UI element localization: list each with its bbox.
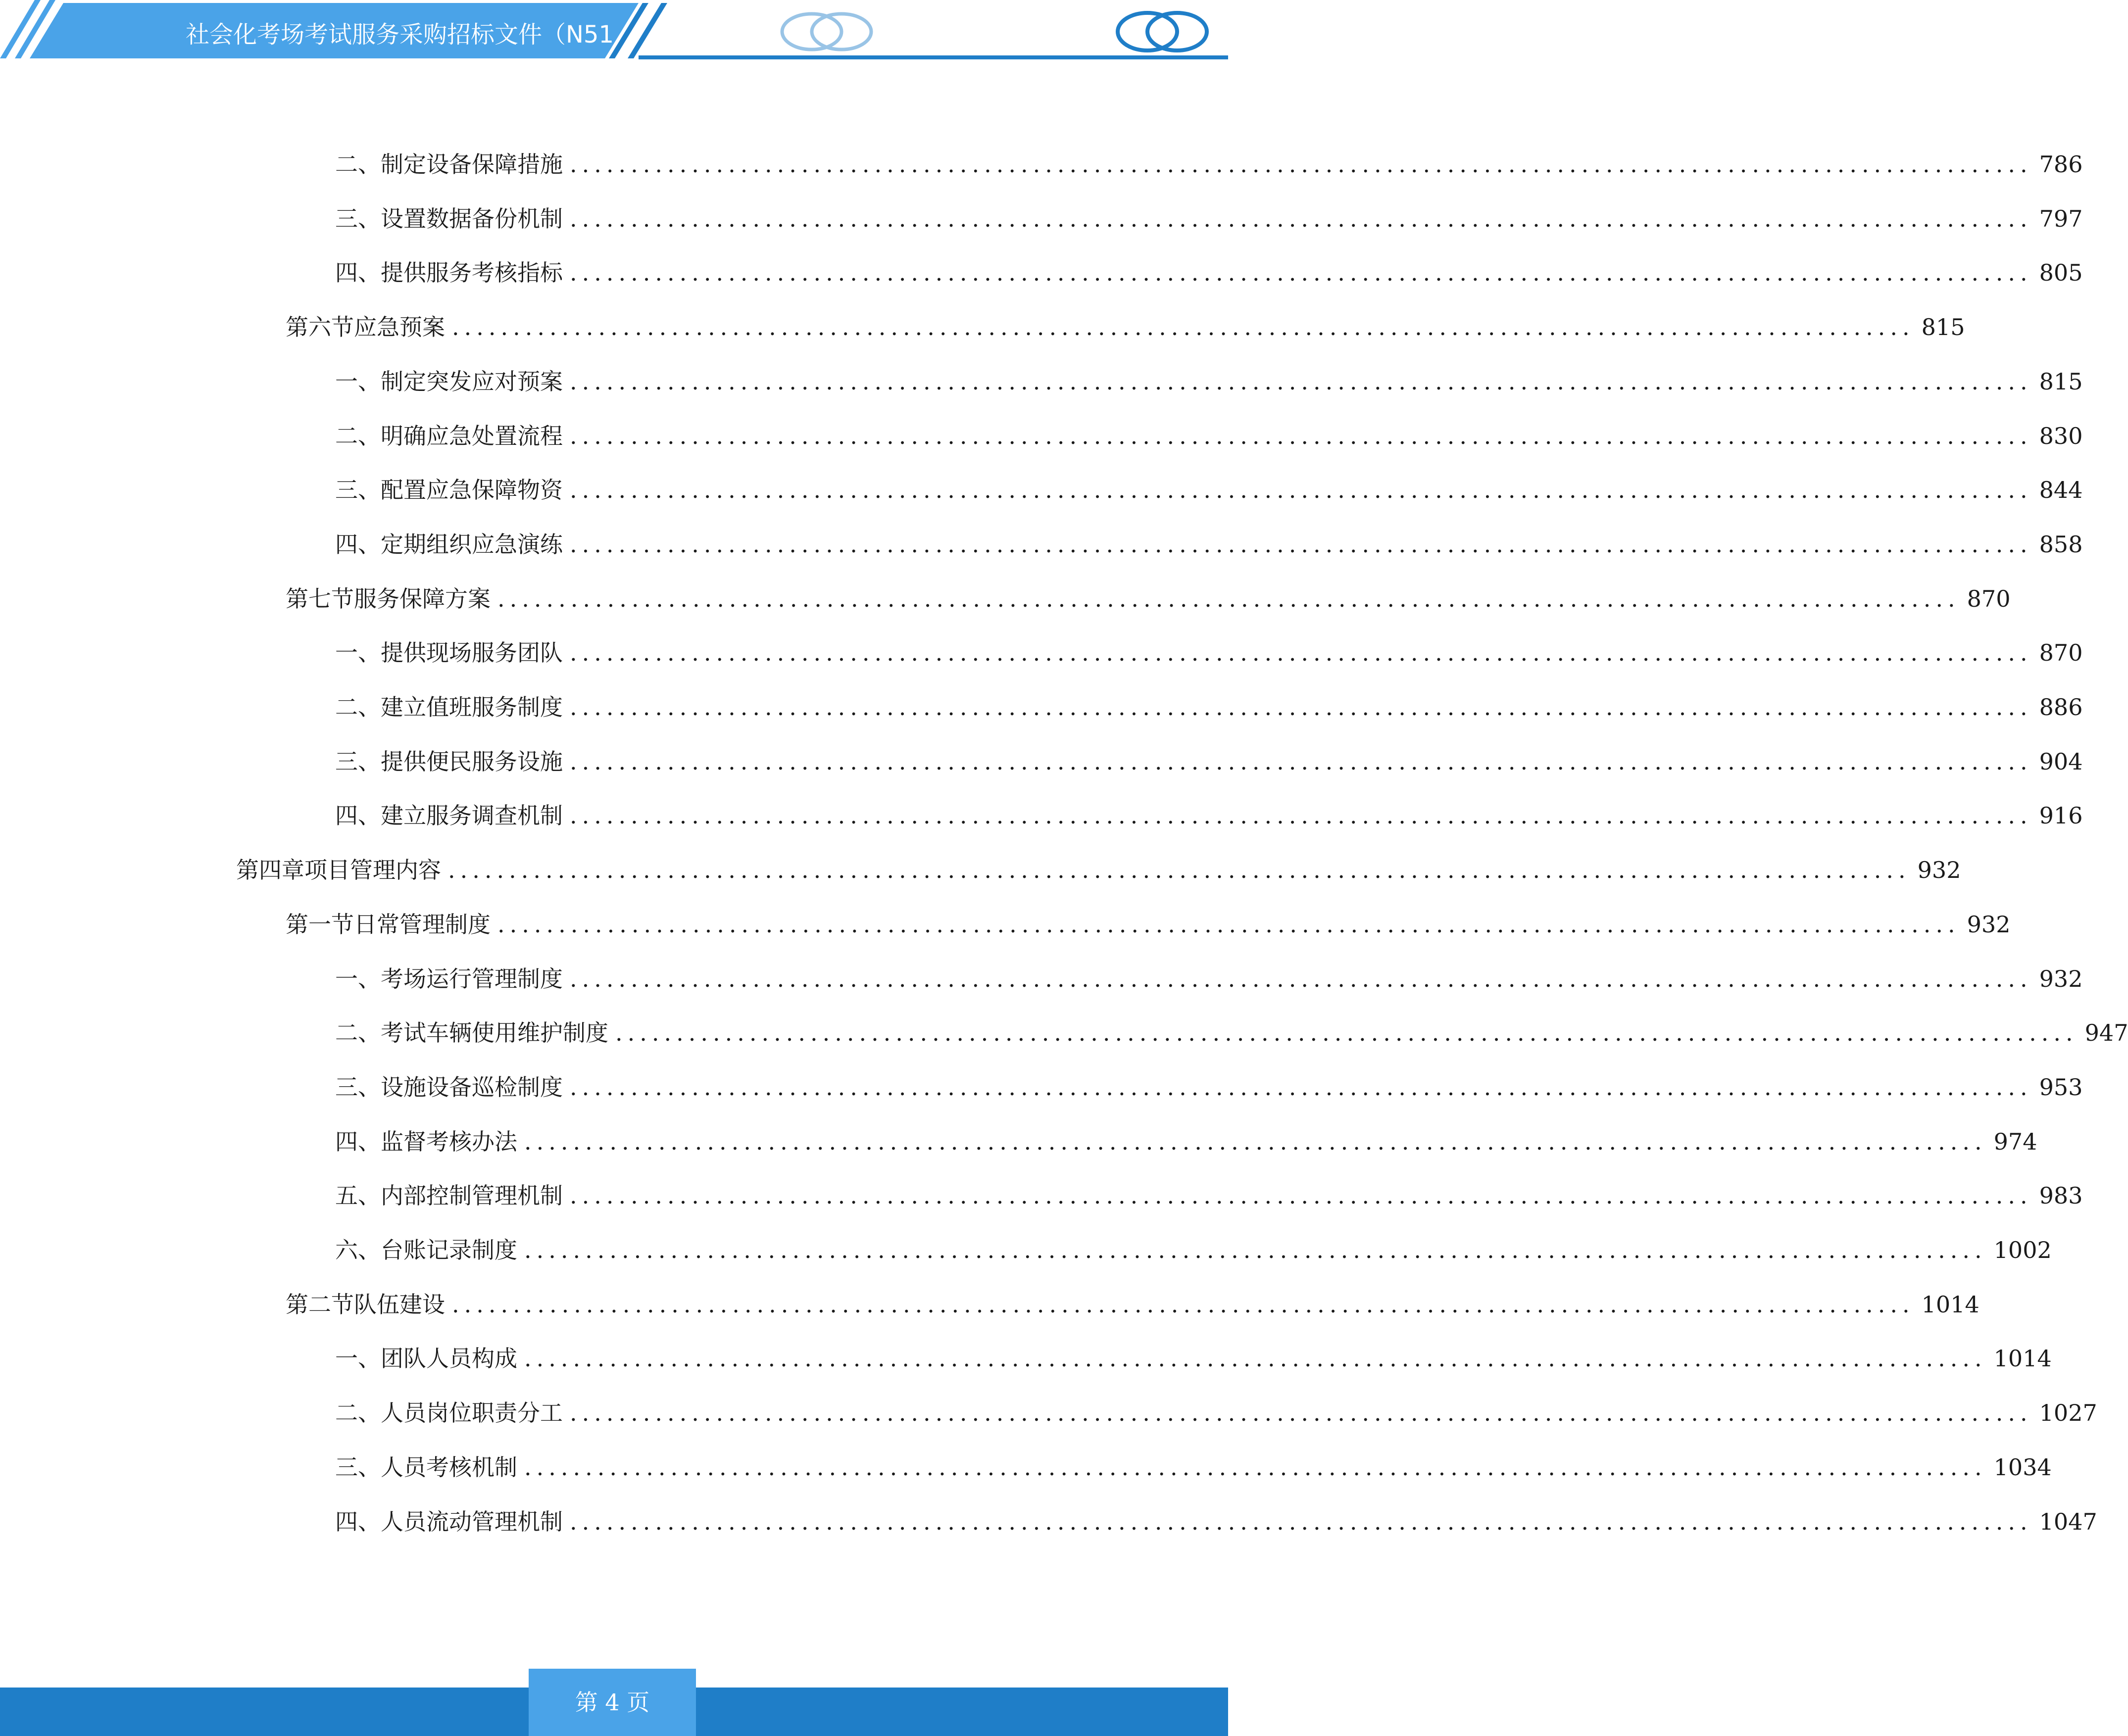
toc-entry-label: 定期组织应急演练 bbox=[381, 531, 563, 558]
toc-entry[interactable] bbox=[335, 1176, 2083, 1215]
toc-entry[interactable] bbox=[335, 470, 2083, 510]
toc-entry[interactable] bbox=[335, 416, 2083, 456]
toc-leader-dots: ........................................................................................................................ bbox=[570, 477, 2032, 503]
toc-leader-dots: ........................................................................................................................ bbox=[570, 259, 2032, 286]
toc-leader-dots: ........................................................................................................................ bbox=[570, 802, 2032, 829]
toc-leader-dots: ........................................................................................................................ bbox=[615, 1019, 2078, 1046]
toc-entry[interactable] bbox=[335, 253, 2083, 292]
toc-entry[interactable] bbox=[286, 905, 2011, 944]
toc-entry-label: 明确应急处置流程 bbox=[381, 423, 563, 449]
toc-entry[interactable] bbox=[286, 1285, 1980, 1324]
document-title: 社会化考场考试服务采购招标文件（N51 bbox=[186, 21, 614, 48]
toc-entry[interactable] bbox=[335, 525, 2083, 564]
toc-entry-page: 870 bbox=[1967, 585, 2011, 612]
toc-leader-dots: ........................................................................................................................ bbox=[570, 639, 2032, 666]
toc-leader-dots: ........................................................................................................................ bbox=[570, 423, 2032, 449]
toc-entry-page: 1014 bbox=[1993, 1345, 2052, 1372]
toc-entry-number: 第一节 bbox=[286, 911, 354, 938]
toc-leader-dots: ........................................................................................................................ bbox=[570, 965, 2032, 992]
toc-entry-number: 第四章 bbox=[236, 857, 304, 883]
toc-entry-page: 870 bbox=[2039, 639, 2083, 666]
header-banner bbox=[0, 0, 1228, 64]
toc-entry[interactable] bbox=[335, 362, 2083, 401]
toc-entry-number: 四、 bbox=[335, 802, 381, 829]
toc-leader-dots: ........................................................................................................................ bbox=[570, 368, 2032, 395]
toc-entry-number: 六、 bbox=[335, 1237, 381, 1263]
toc-entry[interactable] bbox=[335, 1502, 2097, 1542]
toc-entry[interactable] bbox=[335, 742, 2083, 781]
toc-entry-page: 904 bbox=[2039, 748, 2083, 775]
toc-entry[interactable] bbox=[335, 1013, 2128, 1053]
toc-entry-page: 805 bbox=[2039, 259, 2083, 286]
toc-entry-number: 四、 bbox=[335, 1128, 381, 1155]
toc-entry[interactable] bbox=[286, 307, 1965, 347]
toc-leader-dots: ........................................................................................................................ bbox=[570, 1399, 2032, 1426]
toc-entry[interactable] bbox=[335, 1339, 2052, 1378]
toc-entry-number: 二、 bbox=[335, 151, 381, 178]
toc-entry-number: 四、 bbox=[335, 1508, 381, 1535]
toc-entry-label: 人员考核机制 bbox=[381, 1454, 517, 1481]
toc-leader-dots: ........................................................................................................................ bbox=[448, 857, 1911, 883]
toc-entry-label: 团队人员构成 bbox=[381, 1345, 517, 1372]
toc-entry-number: 一、 bbox=[335, 639, 381, 666]
toc-entry-label: 设施设备巡检制度 bbox=[381, 1074, 563, 1101]
toc-entry-number: 四、 bbox=[335, 531, 381, 558]
toc-entry-label: 服务保障方案 bbox=[354, 585, 491, 612]
toc-entry-number: 三、 bbox=[335, 1454, 381, 1481]
toc-entry[interactable] bbox=[335, 633, 2083, 673]
page-header bbox=[0, 0, 1228, 64]
toc-leader-dots: ........................................................................................................................ bbox=[570, 1508, 2032, 1535]
toc-entry-label: 监督考核办法 bbox=[381, 1128, 517, 1155]
toc-entry-number: 三、 bbox=[335, 205, 381, 232]
toc-entry-label: 建立值班服务制度 bbox=[381, 694, 563, 721]
toc-entry-page: 1027 bbox=[2039, 1399, 2097, 1426]
toc-leader-dots: ........................................................................................................................ bbox=[452, 314, 1915, 340]
toc-entry-page: 1002 bbox=[1993, 1237, 2052, 1263]
toc-entry-page: 983 bbox=[2039, 1182, 2083, 1209]
toc-entry-label: 设置数据备份机制 bbox=[381, 205, 563, 232]
toc-entry-label: 项目管理内容 bbox=[304, 857, 441, 883]
toc-entry-page: 815 bbox=[1921, 314, 1965, 340]
toc-entry-label: 台账记录制度 bbox=[381, 1237, 517, 1263]
toc-entry-page: 1014 bbox=[1921, 1291, 1980, 1318]
toc-entry-page: 947 bbox=[2084, 1019, 2128, 1046]
toc-leader-dots: ........................................................................................................................ bbox=[570, 1182, 2032, 1209]
toc-entry-number: 三、 bbox=[335, 1074, 381, 1101]
toc-entry-label: 制定突发应对预案 bbox=[381, 368, 563, 395]
toc-entry-label: 人员流动管理机制 bbox=[381, 1508, 563, 1535]
toc-entry-label: 提供服务考核指标 bbox=[381, 259, 563, 286]
toc-entry-label: 应急预案 bbox=[354, 314, 445, 340]
toc-entry[interactable] bbox=[335, 145, 2083, 184]
toc-leader-dots: ........................................................................................................................ bbox=[570, 531, 2032, 558]
header-emblem-logo bbox=[1118, 13, 1207, 50]
toc-entry-number: 二、 bbox=[335, 1399, 381, 1426]
toc-entry[interactable] bbox=[335, 1122, 2037, 1161]
toc-leader-dots: ........................................................................................................................ bbox=[524, 1237, 1987, 1263]
toc-entry-label: 制定设备保障措施 bbox=[381, 151, 563, 178]
toc-leader-dots: ........................................................................................................................ bbox=[524, 1454, 1987, 1481]
toc-leader-dots: ........................................................................................................................ bbox=[497, 585, 1960, 612]
toc-entry-page: 886 bbox=[2039, 694, 2083, 721]
toc-entry-page: 844 bbox=[2039, 477, 2083, 503]
toc-entry-page: 932 bbox=[2039, 965, 2083, 992]
toc-leader-dots: ........................................................................................................................ bbox=[570, 151, 2032, 178]
toc-entry[interactable] bbox=[335, 1393, 2097, 1433]
toc-entry-number: 一、 bbox=[335, 368, 381, 395]
toc-entry-number: 二、 bbox=[335, 423, 381, 449]
toc-entry-label: 人员岗位职责分工 bbox=[381, 1399, 563, 1426]
toc-entry-number: 一、 bbox=[335, 1345, 381, 1372]
toc-entry-page: 797 bbox=[2039, 205, 2083, 232]
toc-entry-label: 考场运行管理制度 bbox=[381, 965, 563, 992]
header-baseline bbox=[639, 55, 1228, 59]
toc-leader-dots: ........................................................................................................................ bbox=[570, 1074, 2032, 1101]
toc-entry-page: 1047 bbox=[2039, 1508, 2097, 1535]
toc-leader-dots: ........................................................................................................................ bbox=[570, 205, 2032, 232]
toc-entry-number: 三、 bbox=[335, 477, 381, 503]
toc-entry-number: 二、 bbox=[335, 1019, 381, 1046]
toc-entry[interactable] bbox=[335, 199, 2083, 239]
toc-entry-page: 974 bbox=[1993, 1128, 2037, 1155]
toc-entry[interactable] bbox=[236, 850, 1961, 890]
toc-entry-number: 二、 bbox=[335, 694, 381, 721]
toc-leader-dots: ........................................................................................................................ bbox=[524, 1345, 1987, 1372]
toc-entry[interactable] bbox=[286, 579, 2011, 619]
toc-leader-dots: ........................................................................................................................ bbox=[452, 1291, 1915, 1318]
header-emblem-faded bbox=[782, 14, 871, 49]
toc-entry[interactable] bbox=[335, 1447, 2052, 1487]
toc-entry-label: 日常管理制度 bbox=[354, 911, 491, 938]
toc-entry-page: 932 bbox=[1967, 911, 2011, 938]
toc-entry-number: 第七节 bbox=[286, 585, 354, 612]
toc-entry-label: 建立服务调查机制 bbox=[381, 802, 563, 829]
toc-leader-dots: ........................................................................................................................ bbox=[524, 1128, 1987, 1155]
toc-entry-label: 提供便民服务设施 bbox=[381, 748, 563, 775]
toc-entry-page: 953 bbox=[2039, 1074, 2083, 1101]
toc-entry-number: 四、 bbox=[335, 259, 381, 286]
toc-leader-dots: ........................................................................................................................ bbox=[570, 694, 2032, 721]
toc-entry-number: 一、 bbox=[335, 965, 381, 992]
toc-entry-page: 916 bbox=[2039, 802, 2083, 829]
page-number: 第 4 页 bbox=[575, 1689, 650, 1716]
toc-leader-dots: ........................................................................................................................ bbox=[570, 748, 2032, 775]
toc-entry-label: 配置应急保障物资 bbox=[381, 477, 563, 503]
toc-entry[interactable] bbox=[335, 1230, 2052, 1270]
toc-entry-label: 内部控制管理机制 bbox=[381, 1182, 563, 1209]
toc-entry-number: 三、 bbox=[335, 748, 381, 775]
toc-entry-page: 830 bbox=[2039, 423, 2083, 449]
toc-entry-page: 815 bbox=[2039, 368, 2083, 395]
header-stripe-mid-2 bbox=[628, 3, 667, 58]
toc-entry[interactable] bbox=[335, 1067, 2083, 1107]
toc-entry-label: 提供现场服务团队 bbox=[381, 639, 563, 666]
toc-entry-page: 786 bbox=[2039, 151, 2083, 178]
toc-entry[interactable] bbox=[335, 687, 2083, 727]
toc-entry-number: 五、 bbox=[335, 1182, 381, 1209]
toc-entry-number: 第二节 bbox=[286, 1291, 354, 1318]
toc-entry[interactable] bbox=[335, 796, 2083, 835]
toc-entry-page: 1034 bbox=[1993, 1454, 2052, 1481]
toc-entry-label: 考试车辆使用维护制度 bbox=[381, 1019, 608, 1046]
toc-entry-page: 858 bbox=[2039, 531, 2083, 558]
toc-entry-label: 队伍建设 bbox=[354, 1291, 445, 1318]
toc-entry[interactable] bbox=[335, 959, 2083, 999]
toc-leader-dots: ........................................................................................................................ bbox=[497, 911, 1960, 938]
toc-entry-number: 第六节 bbox=[286, 314, 354, 340]
toc-entry-page: 932 bbox=[1917, 857, 1961, 883]
